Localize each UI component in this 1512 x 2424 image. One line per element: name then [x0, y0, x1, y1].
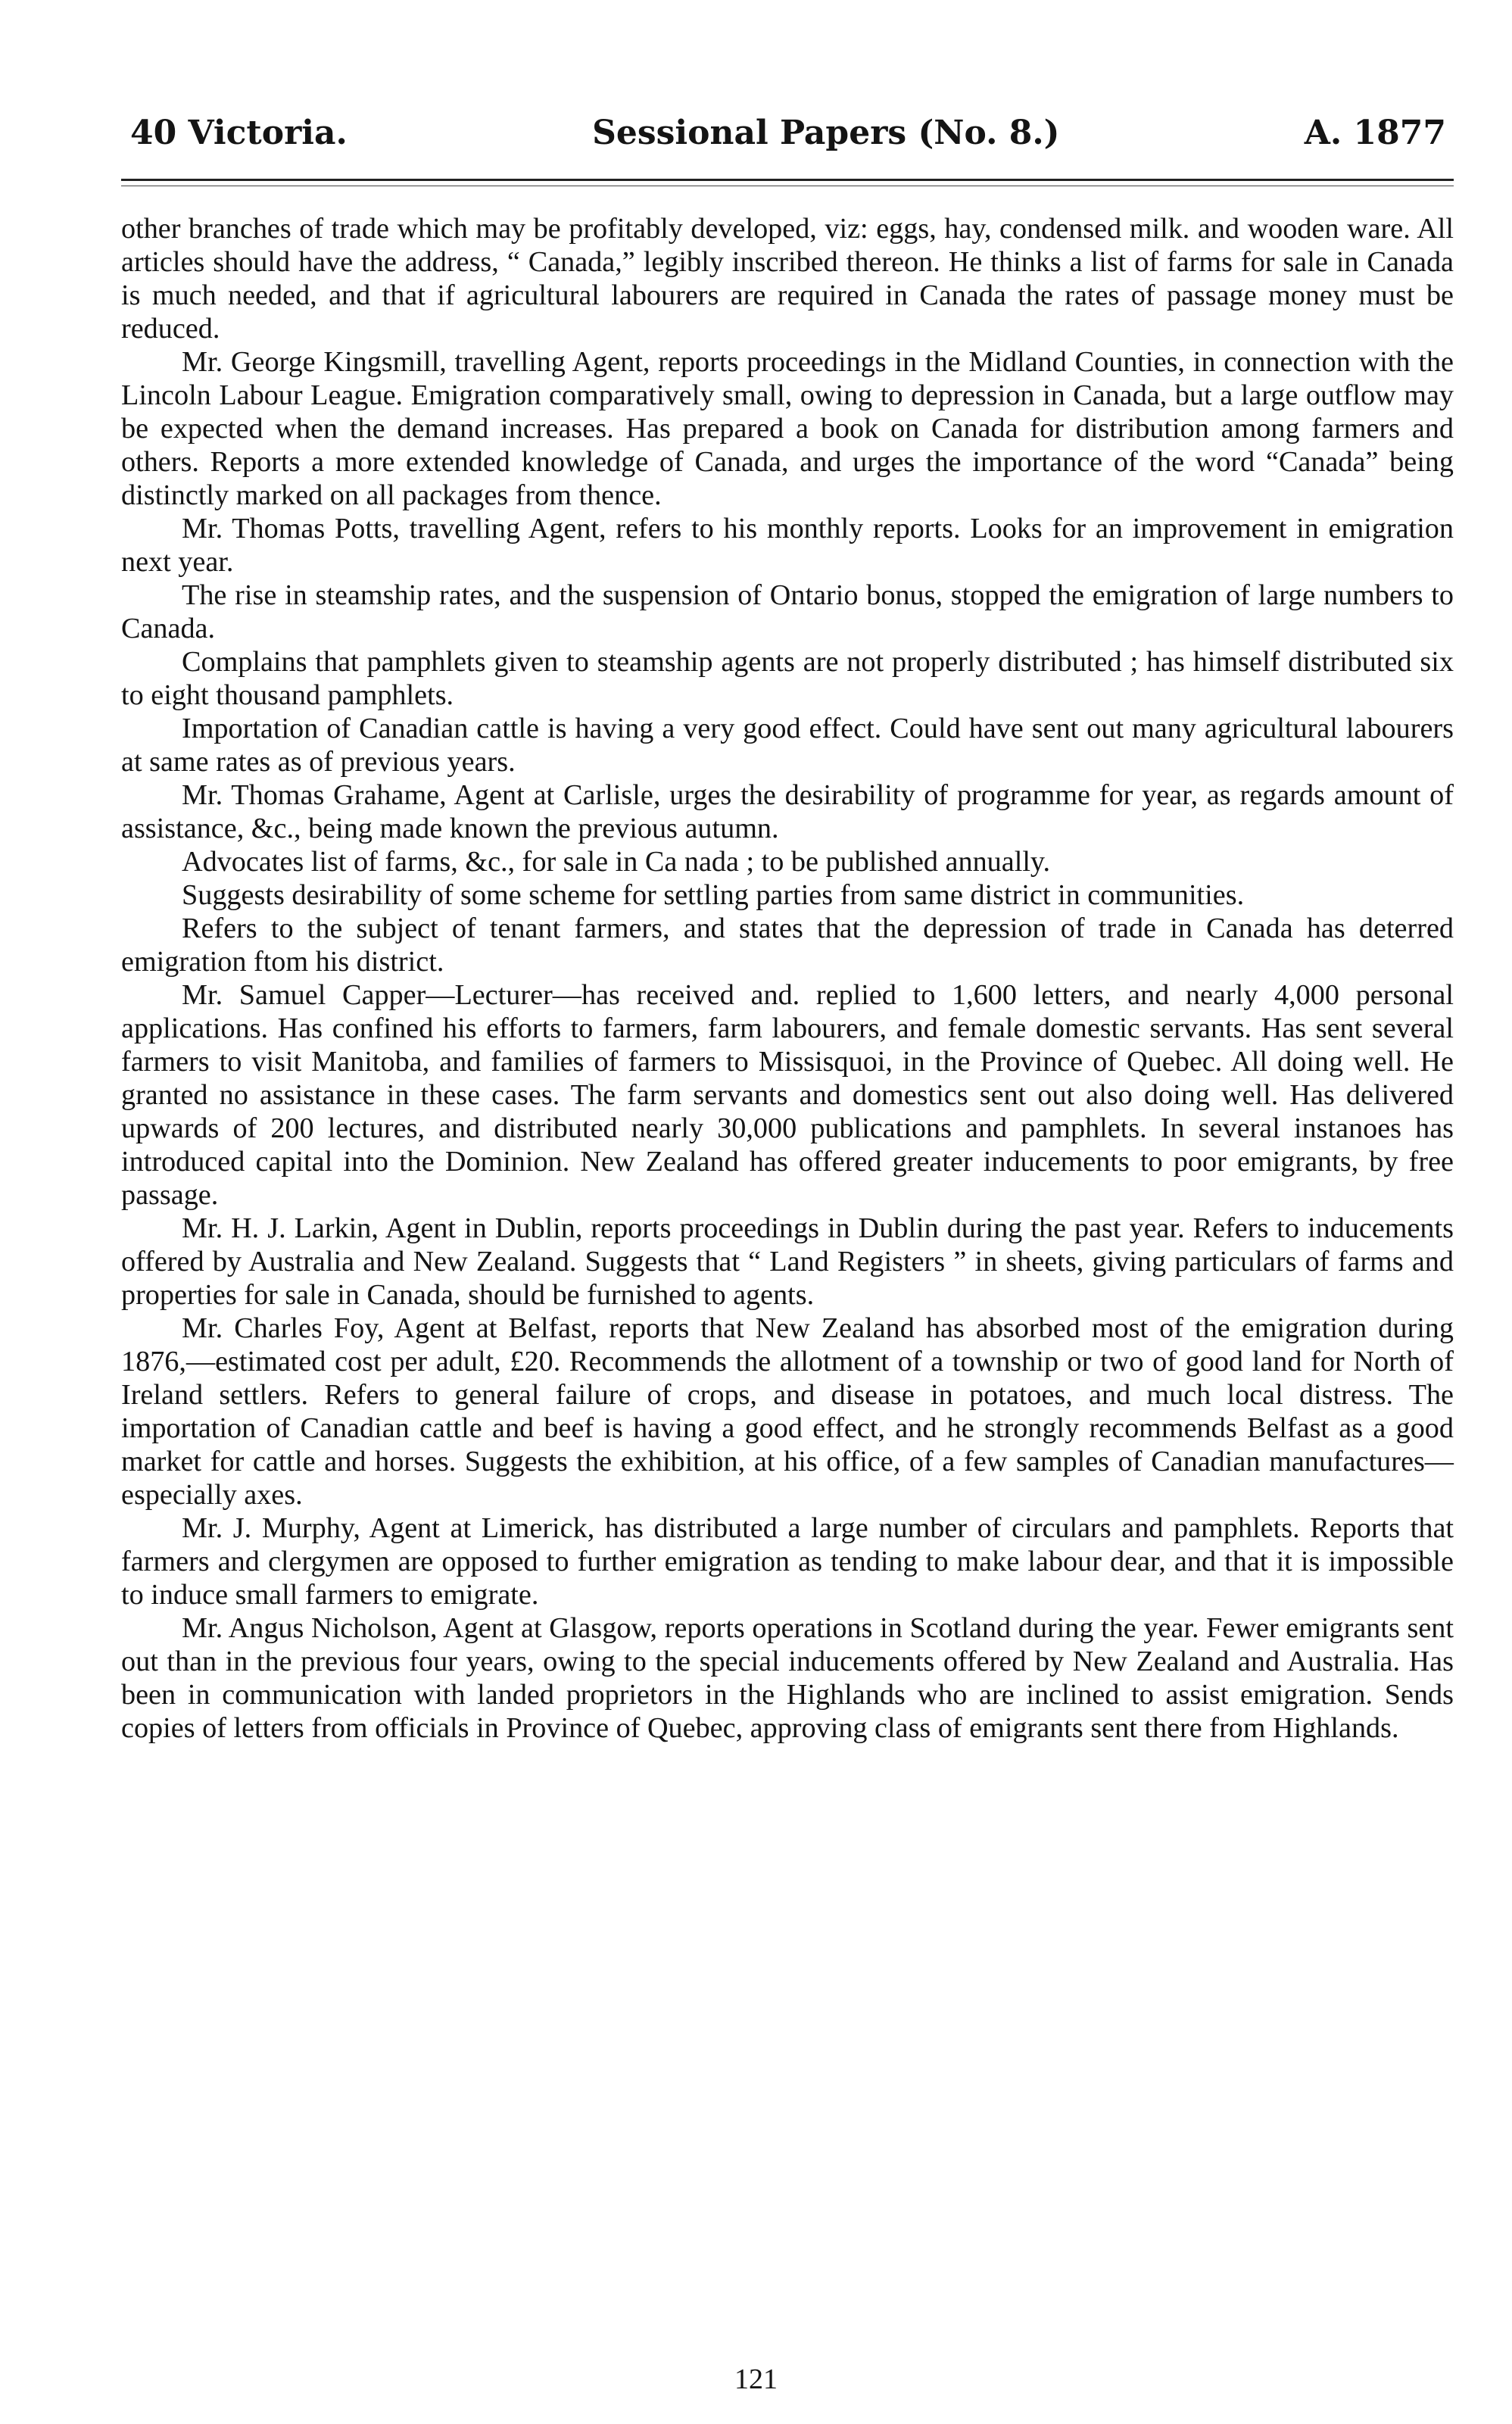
paragraph: Mr. J. Murphy, Agent at Limerick, has distributed a large number of circulars and pamphlets. Reports that farmers and clergymen are opposed to further emigration as tending to make labour dear, and that it is impossible to induce small farmers to emigrate.	[121, 1512, 1454, 1611]
paragraph: Complains that pamphlets given to steamship agents are not properly distributed ; has himself distributed six to eight thousand pamphlets.	[121, 646, 1454, 711]
paragraph: other branches of trade which may be profitably developed, viz: eggs, hay, condensed milk. and wooden ware. All articles should have the address, “ Canada,” legibly inscribed thereon. He thinks a list of farms for sale in Canada is much needed, and that if agricultural labourers are required in Canada the rates of passage money must be reduced.	[121, 213, 1454, 345]
paragraph: Mr. George Kingsmill, travelling Agent, reports proceedings in the Midland Counties, in connection with the Lincoln Labour League. Emigration comparatively small, owing to depression in Canada, but a large outflow may be expected when the demand increases. Has prepared a book on Canada for distribution among farmers and others. Reports a more extended knowledge of Canada, and urges the importance of the word “Canada” being distinctly marked on all packages from thence.	[121, 346, 1454, 511]
header-rule	[121, 179, 1454, 181]
header-year: A. 1877	[1304, 114, 1446, 152]
running-header	[121, 114, 1454, 162]
page-number: 121	[734, 2363, 778, 2395]
paragraph: Mr. H. J. Larkin, Agent in Dublin, reports proceedings in Dublin during the past year. Refers to inducements offered by Australia and New Zealand. Suggests that “ Land Registers ” in sheets, giving particulars of farms and properties for sale in Canada, should be furnished to agents.	[121, 1212, 1454, 1311]
paragraph: Suggests desirability of some scheme for settling parties from same district in communities.	[182, 879, 1245, 911]
paragraph: Mr. Angus Nicholson, Agent at Glasgow, reports operations in Scotland during the year. Fewer emigrants sent out than in the previous four years, owing to the special inducements offered by New Zealand and Australia. Has been in communication with landed proprietors in the Highlands who are inclined to assist emigration. Sends copies of letters from officials in Province of Quebec, approving class of emigrants sent there from Highlands.	[121, 1612, 1454, 1744]
body-text	[121, 212, 1454, 1745]
paragraph: Refers to the subject of tenant farmers, and states that the depression of trade in Canada has deterred emigration ftom his district.	[121, 913, 1454, 978]
paragraph: Mr. Thomas Grahame, Agent at Carlisle, urges the desirability of programme for year, as regards amount of assistance, &c., being made known the previous autumn.	[121, 779, 1454, 844]
paragraph: Mr. Samuel Capper—Lecturer—has received and. replied to 1,600 letters, and nearly 4,000 personal applications. Has confined his efforts to farmers, farm labourers, and female domestic servants. Has sent several farmers to visit Manitoba, and families of farmers to Missisquoi, in the Province of Quebec. All doing well. He granted no assistance in these cases. The farm servants and domestics sent out also doing well. Has delivered upwards of 200 lectures, and distributed nearly 30,000 publications and pamphlets. In several instanoes has introduced capital into the Dominion. New Zealand has offered greater inducements to poor emigrants, by free passage.	[121, 979, 1454, 1211]
header-session: 40 Victoria.	[130, 114, 348, 152]
document-page	[121, 114, 1454, 1745]
paragraph: Advocates list of farms, &c., for sale in Ca nada ; to be published annually.	[182, 846, 1051, 878]
paragraph: The rise in steamship rates, and the suspension of Ontario bonus, stopped the emigration of large numbers to Canada.	[121, 579, 1454, 644]
paragraph: Mr. Charles Foy, Agent at Belfast, reports that New Zealand has absorbed most of the emigration during 1876,—estimated cost per adult, £20. Recommends the allotment of a township or two of good land for North of Ireland settlers. Refers to general failure of crops, and disease in potatoes, and much local distress. The importation of Canadian cattle and beef is having a good effect, and he strongly recommends Belfast as a good market for cattle and horses. Suggests the exhibition, at his office, of a few samples of Canadian manufactures—especially axes.	[121, 1312, 1454, 1511]
paragraph: Mr. Thomas Potts, travelling Agent, refers to his monthly reports. Looks for an improvement in emigration next year.	[121, 513, 1454, 578]
paragraph: Importation of Canadian cattle is having a very good effect. Could have sent out many agricultural labourers at same rates as of previous years.	[121, 713, 1454, 778]
header-title: Sessional Papers (No. 8.)	[592, 114, 1060, 152]
